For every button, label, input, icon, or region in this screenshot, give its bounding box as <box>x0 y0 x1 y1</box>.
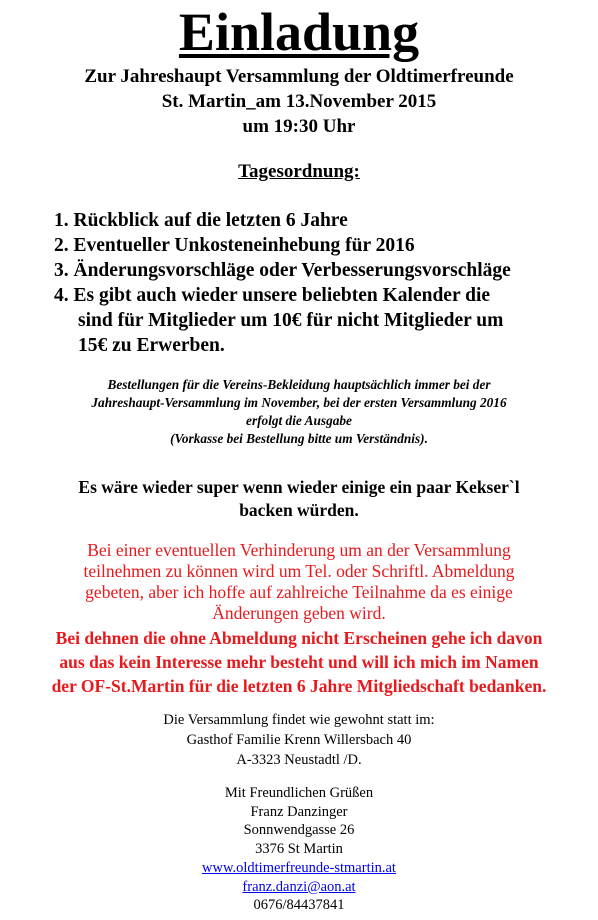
agenda-item-continuation: sind für Mitglieder um 10€ für nicht Mitglieder um <box>78 310 504 331</box>
membership-notice-line: Bei dehnen die ohne Abmeldung nicht Erscheinen gehe ich davon <box>55 628 543 648</box>
invitation-title: Einladung <box>178 2 420 62</box>
agenda-item: 2. Eventueller Unkosteneinhebung für 2016 <box>54 235 415 256</box>
cookies-line: Es wäre wieder super wenn wieder einige ein paar Kekser`l <box>78 477 520 497</box>
meeting-name: Zur Jahreshaupt Versammlung der Oldtimerfreunde <box>84 66 514 87</box>
closing-greeting: Mit Freundlichen Grüßen <box>224 785 374 801</box>
cookies-line: backen würden. <box>239 500 359 520</box>
agenda-heading: Tagesordnung: <box>238 161 360 182</box>
orders-note-line: erfolgt die Ausgabe <box>246 413 352 428</box>
agenda-item-continuation: 15€ zu Erwerben. <box>78 335 225 356</box>
meeting-time: um 19:30 Uhr <box>242 116 356 137</box>
membership-notice-line: der OF-St.Martin für die letzten 6 Jahre Mitgliedschaft bedanken. <box>51 676 547 696</box>
orders-note-line: (Vorkasse bei Bestellung bitte um Verständnis). <box>170 431 428 446</box>
venue-info <box>0 710 598 770</box>
meeting-date: St. Martin_am 13.November 2015 <box>161 91 437 112</box>
signer-street: Sonnwendgasse 26 <box>243 822 355 839</box>
absence-notice-line: gebeten, aber ich hoffe auf zahlreiche Teilnahme da es einige <box>85 582 513 602</box>
absence-notice-line: Änderungen geben wird. <box>212 603 386 623</box>
membership-notice-line: aus das kein Interesse mehr besteht und will ich mich im Namen <box>59 652 539 672</box>
venue-address: Gasthof Familie Krenn Willersbach 40 <box>186 732 412 748</box>
agenda-list <box>54 208 594 358</box>
signer-name: Franz Danzinger <box>250 803 348 820</box>
agenda-item: 4. Es gibt auch wieder unsere beliebten Kalender die <box>54 285 491 306</box>
phone-number: 0676/84437841 <box>253 897 345 914</box>
signature-block <box>0 784 598 915</box>
orders-note-line: Jahreshaupt-Versammlung im November, bei der ersten Versammlung 2016 <box>91 395 507 410</box>
meeting-details <box>0 64 598 139</box>
venue-line: Die Versammlung findet wie gewohnt statt im: <box>163 712 435 728</box>
signer-city: 3376 St Martin <box>255 841 343 858</box>
absence-notice-line: Bei einer eventuellen Verhinderung um an der Versammlung <box>87 540 511 560</box>
cookies-request <box>0 476 598 522</box>
website-link[interactable]: www.oldtimerfreunde-stmartin.at <box>202 859 396 876</box>
orders-note-line: Bestellungen für die Vereins-Bekleidung hauptsächlich immer bei der <box>107 377 491 392</box>
agenda-item: 3. Änderungsvorschläge oder Verbesserungsvorschläge <box>54 260 511 281</box>
venue-city: A-3323 Neustadtl /D. <box>236 752 362 768</box>
membership-notice <box>0 626 598 698</box>
absence-notice <box>0 540 598 624</box>
clothing-orders-note <box>0 376 598 448</box>
absence-notice-line: teilnehmen zu können wird um Tel. oder Schriftl. Abmeldung <box>83 561 515 581</box>
email-link[interactable]: franz.danzi@aon.at <box>242 878 356 895</box>
agenda-item: 1. Rückblick auf die letzten 6 Jahre <box>54 210 348 231</box>
